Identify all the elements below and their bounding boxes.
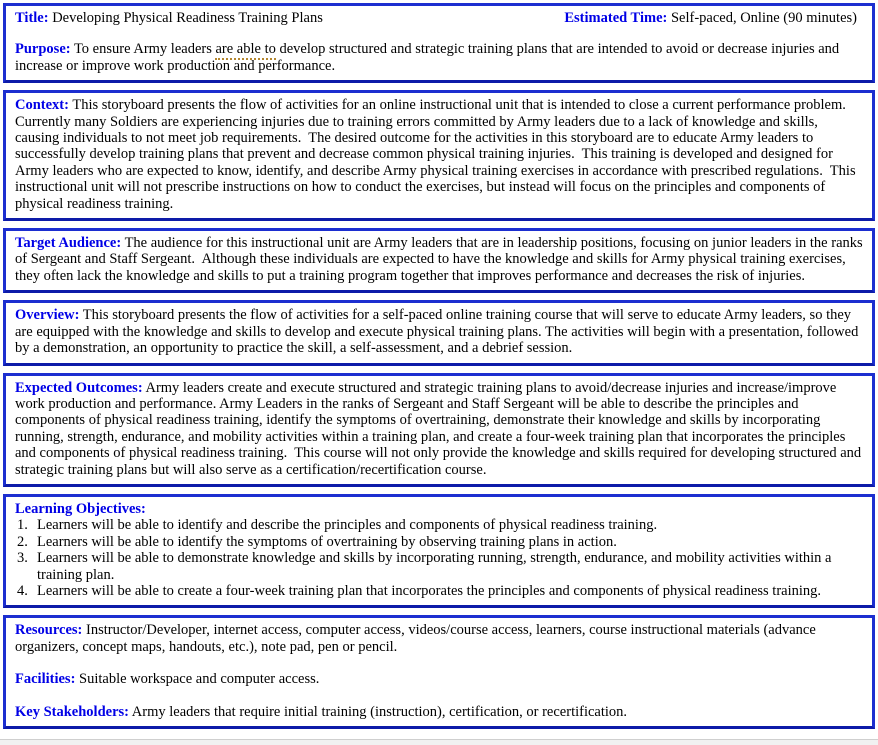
objective-number: 4.	[17, 582, 28, 599]
bottom-page-edge-strip	[0, 739, 878, 745]
objective-item	[15, 583, 863, 599]
objective-number: 1.	[17, 517, 28, 534]
facilities-label: Facilities:	[15, 671, 76, 688]
key-stakeholders-paragraph	[15, 704, 863, 720]
context-box	[3, 90, 875, 221]
purpose-label: Purpose:	[15, 41, 71, 58]
key-stakeholders-body: Army leaders that require initial training (instruction), certification, or recertification.	[128, 703, 628, 720]
title-row	[15, 10, 863, 26]
target-audience-body: The audience for this instructional unit are Army leaders that are in leadership positions, focusing on junior leaders in the ranks of Sergeant and Staff Sergeant. Although these individuals are expected to have the knowledge and skills for Army physical training exercises, they often lack the knowledge and skills to put a training program together that improves performance and decreases the risk of injuries.	[15, 235, 867, 284]
estimated-time-value: Self-paced, Online (90 minutes)	[667, 10, 857, 26]
context-paragraph	[15, 97, 863, 212]
estimated-time-label: Estimated Time:	[564, 10, 668, 26]
overview-paragraph	[15, 307, 863, 356]
title-label: Title:	[15, 10, 49, 26]
objective-text: Learners will be able to demonstrate knowledge and skills by incorporating running, strength, endurance, and mobility activities within a training plan.	[37, 550, 836, 583]
grammar-suggestion-underline[interactable]: are able to	[215, 41, 275, 60]
title-box	[3, 3, 875, 83]
resources-box	[3, 615, 875, 729]
title-value: Developing Physical Readiness Training Plans	[48, 10, 323, 26]
objective-text: Learners will be able to identify the symptoms of overtraining by observing training plans in action.	[37, 533, 617, 550]
learning-objectives-list	[15, 517, 863, 599]
overview-body: This storyboard presents the flow of activities for a self-paced online training course that will serve to educate Army leaders, so they are equipped with the knowledge and skills to develop and execute physical training plans. The activities will begin with a presentation, followed by a demonstration, an opportunity to practice the skill, a self-assessment, and a debrief session.	[15, 307, 862, 357]
objective-text: Learners will be able to identify and describe the principles and components of physical readiness training.	[37, 517, 658, 534]
title-line	[15, 10, 323, 26]
estimated-time-line	[564, 10, 857, 26]
target-audience-paragraph	[15, 235, 867, 284]
purpose-text-before: To ensure Army leaders	[70, 41, 216, 58]
key-stakeholders-label: Key Stakeholders:	[15, 703, 129, 720]
objective-item	[15, 534, 863, 550]
facilities-body: Suitable workspace and computer access.	[75, 671, 320, 688]
facilities-paragraph	[15, 671, 863, 687]
resources-label: Resources:	[15, 622, 83, 639]
expected-outcomes-paragraph	[15, 380, 863, 478]
expected-outcomes-body: Army leaders create and execute structured and strategic training plans to avoid/decrease injuries and increase/improve work production and performance. Army Leaders in the ranks of Sergeant and Staff Sergeant will be able to describe the principles and components of physical readiness training, identify the symptoms of overtraining, demonstrate their knowledge and skills by incorporating running, strength, endurance, and mobility activities within a training plan, and create a four-week training plan that incorporates the principles and components of physical readiness training. This course will not only provide the knowledge and skills required for developing structured and strategic training plans but will also serve as a certification/recertification course.	[15, 379, 865, 478]
target-audience-box	[3, 228, 875, 293]
target-audience-label: Target Audience:	[15, 235, 122, 252]
overview-label: Overview:	[15, 307, 80, 324]
objective-number: 3.	[17, 550, 28, 567]
expected-outcomes-box	[3, 373, 875, 487]
context-label: Context:	[15, 97, 69, 114]
context-body: This storyboard presents the flow of activities for an online instructional unit that is intended to close a current performance problem. Currently many Soldiers are experiencing injuries due to training errors committed by Army leaders due to a lack of knowledge and skills, causing individuals to not meet job requirements. The desired outcome for the activities in this storyboard are to educate Army leaders to successfully develop training plans that prevent and decrease common physical training injuries. This training is developed and designed for Army leaders who are expected to know, identify, and describe Army physical training exercises in accordance with prescribed regulations. This instructional unit will not prescribe instructions on how to conduct the exercises, but instead will focus on the principles and components of physical readiness training.	[15, 97, 860, 212]
resources-paragraph	[15, 622, 863, 655]
learning-objectives-heading	[15, 501, 863, 517]
expected-outcomes-label: Expected Outcomes:	[15, 379, 143, 396]
objective-number: 2.	[17, 533, 28, 550]
objective-text: Learners will be able to create a four-week training plan that incorporates the principles and components of physical readiness training.	[37, 582, 822, 599]
purpose-line	[15, 41, 863, 74]
learning-objectives-label: Learning Objectives:	[15, 500, 146, 517]
learning-objectives-box	[3, 494, 875, 608]
objective-item	[15, 517, 863, 533]
resources-body: Instructor/Developer, internet access, computer access, videos/course access, learners, course instructional materials (advance organizers, concept maps, handouts, etc.), note pad, pen or pencil.	[15, 622, 820, 655]
objective-item	[15, 550, 863, 583]
purpose-text-after: develop structured and strategic training plans that are intended to avoid or decrease injuries and increase or improve work production and performance.	[15, 41, 843, 74]
overview-box	[3, 300, 875, 365]
